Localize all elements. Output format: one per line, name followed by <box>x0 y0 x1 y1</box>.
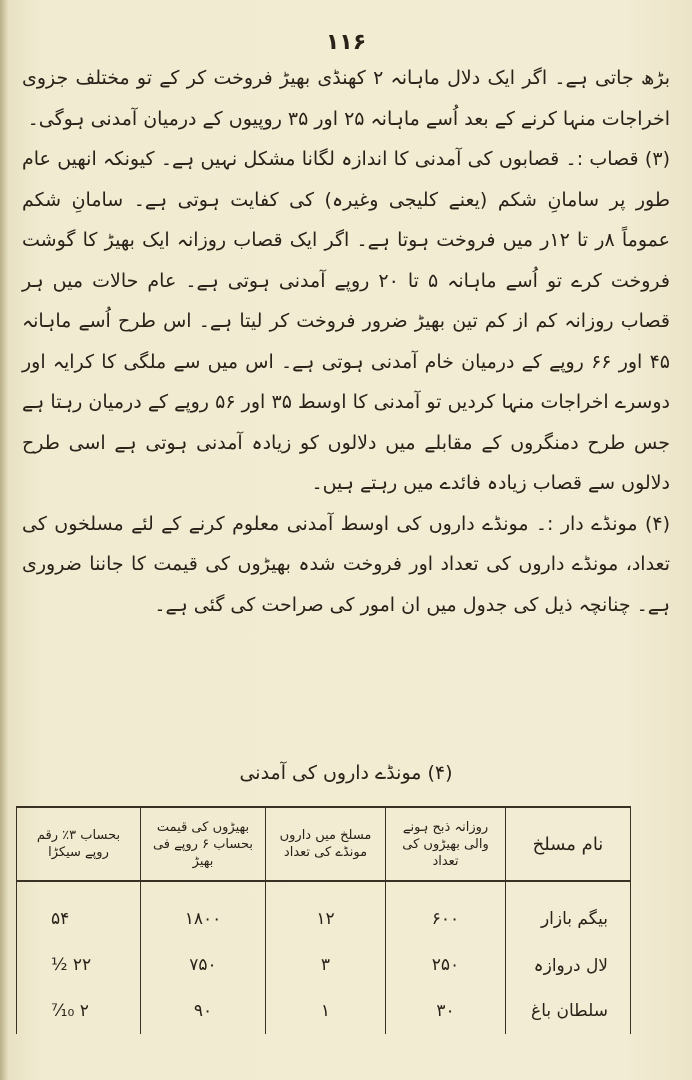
table-row <box>17 881 631 942</box>
header-percent-amount: بحساب ۳٪ رقم روپے سیکڑا <box>17 807 141 881</box>
cell-daily-sheep: ۶۰۰ <box>386 881 506 942</box>
page-number: ۱۱۶ <box>325 30 367 55</box>
cell-daily-sheep: ۲۵۰ <box>386 942 506 988</box>
table-row <box>17 942 631 988</box>
paragraph-butchers: (۳) قصاب :۔ قصابوں کی آمدنی کا اندازہ لگانا مشکل نہیں ہے۔ کیونکہ انھیں عام طور پر سامانِ شکم (یعنے کلیجی وغیرہ) کی کفایت ہوتی ہے۔ سامانِ شکم عموماً ۸ر تا ۱۲ر میں فروخت ہوتا ہے۔ اگر ایک قصاب روزانہ ایک بھیڑ کا گوشت فروخت کرے تو اُسے ماہانہ ۵ تا ۲۰ روپے آمدنی ہوتی ہے۔ عام حالات میں ہر قصاب روزانہ کم از کم تین بھیڑ ضرور فروخت کر لیتا ہے۔ اس طرح اُسے ماہانہ ۴۵ اور ۶۶ روپے کے درمیان خام آمدنی ہوتی ہے۔ اس میں سے ملگی کا کرایہ اور دوسرے اخراجات منہا کردیں تو آمدنی کا اوسط ۳۵ اور ۵۶ روپے کے درمیان رہتا ہے جس طرح دمنگروں کے مقابلے میں دلالوں کو زیادہ آمدنی ہوتی ہے اسی طرح دلالوں سے قصاب زیادہ فائدے میں رہتے ہیں۔ <box>22 148 671 494</box>
cell-sheep-value: ۷۵۰ <box>141 942 266 988</box>
cell-percent-amount: ۲۲ ½ <box>17 942 141 988</box>
cell-sheep-value: ۱۸۰۰ <box>141 881 266 942</box>
cell-mondedar-count: ۱۲ <box>266 881 386 942</box>
table-caption: (۴) مونڈے داروں کی آمدنی <box>239 762 453 784</box>
cell-daily-sheep: ۳۰ <box>386 988 506 1034</box>
cell-name: لال دروازہ <box>506 942 631 988</box>
body-text <box>22 58 670 625</box>
page-binding-edge <box>0 0 8 1080</box>
table-header-row <box>17 807 631 881</box>
paragraph-continuation: بڑھ جاتی ہے۔ اگر ایک دلال ماہانہ ۲ کھنڈی بھیڑ فروخت کر کے تو مختلف جزوی اخراجات منہا کرنے کے بعد اُسے ماہانہ ۲۵ اور ۳۵ روپیوں کے درمیان آمدنی ہوگی۔ <box>22 67 670 130</box>
cell-percent-amount: ۵۴ <box>17 881 141 942</box>
cell-percent-amount: ۲ ⁷⁄₁₀ <box>17 988 141 1034</box>
header-sheep-value: بھیڑوں کی قیمت بحساب ۶ روپے فی بھیڑ <box>141 807 266 881</box>
cell-name: بیگم بازار <box>506 881 631 942</box>
table-row <box>17 988 631 1034</box>
paragraph-mondedars: (۴) مونڈے دار :۔ مونڈے داروں کی اوسط آمدنی معلوم کرنے کے لئے مسلخوں کی تعداد، مونڈے داروں کی تعداد اور فروخت شدہ بھیڑوں کی قیمت کا جاننا ضروری ہے۔ چنانچہ ذیل کی جدول میں ان امور کی صراحت کی گئی ہے۔ <box>22 512 670 616</box>
cell-sheep-value: ۹۰ <box>141 988 266 1034</box>
header-daily-sheep: روزانہ ذبح ہونے والی بھیڑوں کی تعداد <box>386 807 506 881</box>
cell-name: سلطان باغ <box>506 988 631 1034</box>
cell-mondedar-count: ۳ <box>266 942 386 988</box>
income-table <box>16 806 631 1034</box>
cell-mondedar-count: ۱ <box>266 988 386 1034</box>
header-slaughterhouse-name: نام مسلخ <box>506 807 631 881</box>
header-mondedar-count: مسلخ میں داروں مونڈے کی تعداد <box>266 807 386 881</box>
